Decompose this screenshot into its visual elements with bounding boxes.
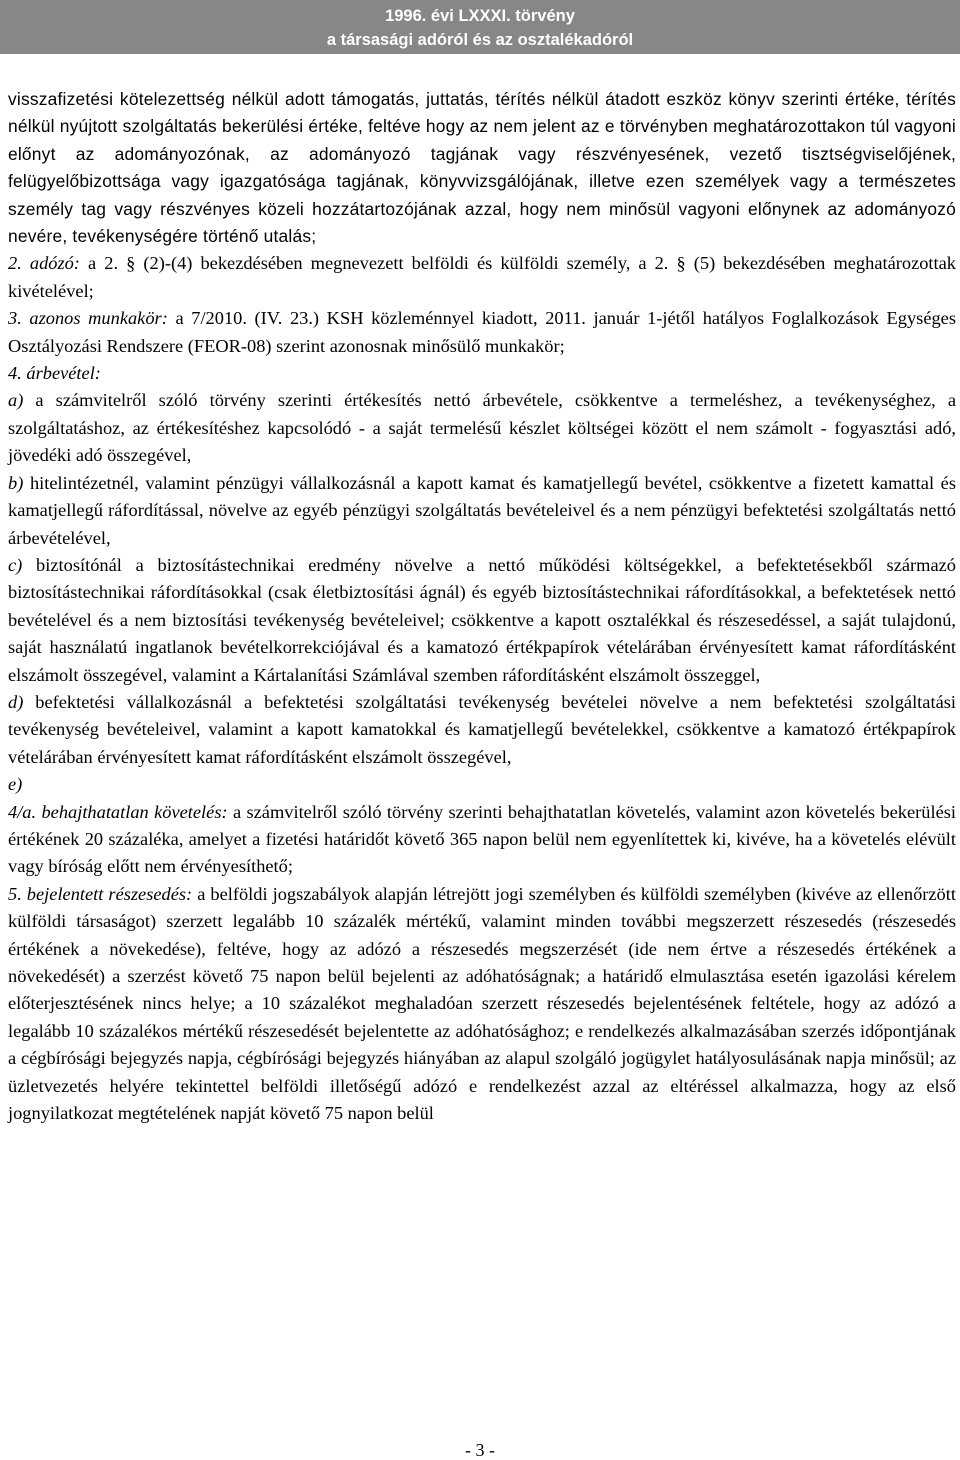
definition-text: a 2. § (2)-(4) bekezdésében megnevezett belföldi és külföldi személy, a 2. § (5) bekezdésében meghatározottak kivételével; xyxy=(8,253,957,301)
point-text: biztosítónál a biztosítástechnikai eredmény növelve a nettó működési költségekkel, a befektetésekből származó biztosítástechnikai ráfordításokkal (csak életbiztosítási ágnál) és egyéb biztosítástechnikai ráfordításokkal, a befektetések nettó bevételével és a nem biztosítási tevékenység bevételeivel; csökkentve a kapott osztalékkal és részesedéssel, a saját tulajdonú, saját használatú ingatlanok bevételkorrekciójával és a kamatozó értékpapírok vételárában érvényesített kamat ráfordításként elszámolt összegével, valamint a Kártalanítási Számlával szemben ráfordításként elszámolt összeggel, xyxy=(8,554,956,685)
point-text: hitelintézetnél, valamint pénzügyi vállalkozásnál a kapott kamat és kamatjellegű bevétel, csökkentve a fizetett kamattal és kamatjellegű ráfordítással, növelve az egyéb pénzügyi szolgáltatás bevételeivel és a nem pénzügyi befektetési szolgáltatás nettó árbevételével, xyxy=(8,472,956,548)
definition-4-e xyxy=(8,771,956,798)
definition-4-b xyxy=(8,470,956,552)
point-label: d) xyxy=(8,691,24,712)
point-label: e) xyxy=(8,774,23,795)
law-title: 1996. évi LXXXI. törvény xyxy=(385,7,575,25)
definition-4 xyxy=(8,360,956,387)
point-label: a) xyxy=(8,390,24,411)
definition-4-a xyxy=(8,387,956,469)
document-body xyxy=(8,86,956,1127)
definition-3 xyxy=(8,305,956,360)
document-header xyxy=(0,0,960,54)
definition-text: a belföldi jogszabályok alapján létrejött jogi személyben és külföldi személyben (kivéve az ellenőrzött külföldi társaságot) szerzett legalább 10 százalék mértékű, valamint minden további megszerzett részesedés (részesedés értékének a növekedése), feltéve, hogy az adózó a részesedés megszerzését (ide nem értve a részesedés értékének a növekedését) a szerzést követő 75 napon belül bejelenti az adóhatóságnak; a határidő elmulasztása esetén igazolási kérelem előterjesztésének nincs helye; a 10 százalékot meghaladóan szerzett részesedés bejelentésének feltétele, hogy az adózó a legalább 10 százalékos mértékű részesedését bejelentette az adóhatósághoz; e rendelkezés alkalmazásában szerzés időpontjának a cégbírósági bejegyzés napja, cégbírósági bejegyzés hiányában az alapul szolgáló jogügylet hatályosulásának napja minősül; az üzletvezetés helyére tekintettel belföldi illetőségű adózó e rendelkezést azzal az eltéréssel alkalmazza, hogy az első jognyilatkozat megtételének napját követő 75 napon belül xyxy=(8,883,956,1124)
definition-5 xyxy=(8,881,956,1128)
definition-text: a 7/2010. (IV. 23.) KSH közleménnyel kiadott, 2011. január 1-jétől hatályos Foglalkozások Egységes Osztályozási Rendszere (FEOR-08) szerint azonosnak minősülő munkakör; xyxy=(8,308,956,356)
point-text: a számvitelről szóló törvény szerinti értékesítés nettó árbevétele, csökkentve a termeléshez, a tevékenységhez, a szolgáltatáshoz, az értékesítéshez kapcsolódó - a saját termelésű készlet költségei között el nem számolt - fogyasztási adó, jövedéki adó összegével, xyxy=(8,390,956,466)
definition-2 xyxy=(8,250,956,305)
definition-text: a számvitelről szóló törvény szerinti behajthatatlan követelés, valamint azon követelés bekerülési értékének 20 százaléka, amelyet a fizetési határidőt követő 365 napon belül nem egyenlítettek ki, kivéve, ha a követelés elévült vagy bíróság előtt nem érvényesíthető; xyxy=(8,801,956,877)
definition-4-d xyxy=(8,689,956,771)
definition-term: 4/a. behajthatatlan követelés: xyxy=(8,801,228,822)
definition-term: 4. árbevétel: xyxy=(8,363,101,384)
definition-4-c xyxy=(8,552,956,689)
definition-4a xyxy=(8,799,956,881)
definition-term: 3. azonos munkakör: xyxy=(8,308,168,329)
intro-paragraph: visszafizetési kötelezettség nélkül adott támogatás, juttatás, térítés nélkül átadott eszköz könyv szerinti értéke, térítés nélkül nyújtott szolgáltatás bekerülési értéke, feltéve hogy az nem jelent az e törvényben meghatározottakon túl vagyoni előnyt az adományozónak, az adományozó tagjának vagy részvényesének, vezető tisztségviselőjének, felügyelőbizottsága vagy igazgatósága tagjának, könyvvizsgálójának, illetve ezen személyek vagy a természetes személy tag vagy részvényes közeli hozzátartozójának azzal, hogy nem minősül vagyoni előnynek az adományozó nevére, tevékenységére történő utalás; xyxy=(8,89,956,247)
point-text: befektetési vállalkozásnál a befektetési szolgáltatási tevékenység bevételei növelve a nem befektetési szolgáltatási tevékenység bevételeivel, valamint a kapott kamatokkal és kamatjellegű bevételekkel, csökkentve a kamatozó értékpapírok vételárában érvényesített kamat ráfordításként elszámolt összegével, xyxy=(8,691,956,767)
law-subtitle: a társasági adóról és az osztalékadóról xyxy=(326,31,634,49)
definition-term: 2. adózó: xyxy=(8,253,80,274)
page-number: - 3 - xyxy=(465,1440,495,1460)
point-label: c) xyxy=(8,554,23,575)
point-label: b) xyxy=(8,472,24,493)
definition-term: 5. bejelentett részesedés: xyxy=(8,883,193,904)
